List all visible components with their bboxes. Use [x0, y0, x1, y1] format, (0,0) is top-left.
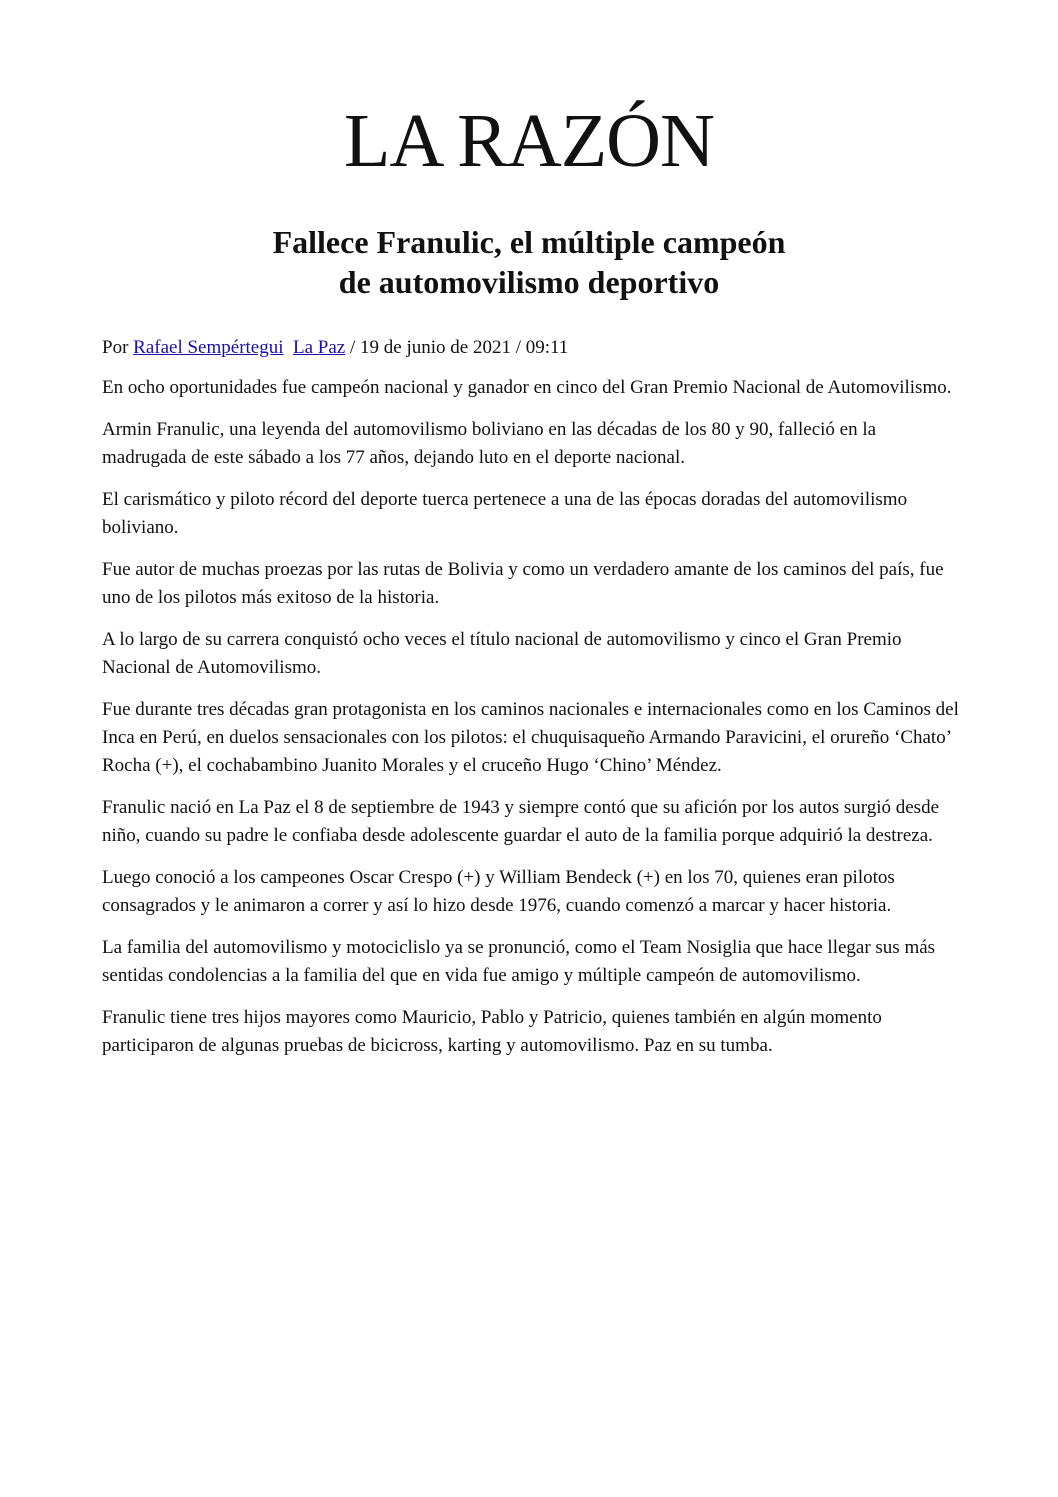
article-paragraph: Armin Franulic, una leyenda del automovilismo boliviano en las décadas de los 80 y 90, falleció en la madrugada de este sábado a los 77 años, dejando luto en el deporte nacional. — [102, 419, 877, 468]
article-paragraph: Fue durante tres décadas gran protagonista en los caminos nacionales e internacionales como en los Caminos del Inca en Perú, en duelos sensacionales con los pilotos: el chuquisaqueño Armando Paravicini, el orureño ‘Chato’ Rocha (+), el cochabambino Juanito Morales y el cruceño Hugo ‘Chino’ Méndez. — [102, 699, 959, 776]
headline-line-2: de automovilismo deportivo — [338, 264, 720, 300]
byline-prefix: Por — [102, 337, 134, 358]
article-headline — [0, 222, 1058, 302]
headline-line-1: Fallece Franulic, el múltiple campeón — [272, 224, 786, 260]
article-body — [102, 374, 962, 1074]
author-link[interactable]: Rafael Sempértegui — [133, 337, 284, 358]
article-paragraph: Luego conoció a los campeones Oscar Crespo (+) y William Bendeck (+) en los 70, quienes eran pilotos consagrados y le animaron a correr y así lo hizo desde 1976, cuando comenzó a marcar y hacer historia. — [102, 867, 895, 916]
byline-date: / 19 de junio de 2021 / 09:11 — [345, 337, 569, 358]
byline — [102, 334, 962, 362]
article-paragraph: En ocho oportunidades fue campeón nacional y ganador en cinco del Gran Premio Nacional de Automovilismo. — [102, 377, 952, 398]
article-paragraph: A lo largo de su carrera conquistó ocho veces el título nacional de automovilismo y cinco el Gran Premio Nacional de Automovilismo. — [102, 629, 902, 678]
masthead: LA RAZÓN — [344, 99, 714, 183]
article-paragraph: Fue autor de muchas proezas por las rutas de Bolivia y como un verdadero amante de los caminos del país, fue uno de los pilotos más exitoso de la historia. — [102, 559, 944, 608]
article-paragraph: Franulic nació en La Paz el 8 de septiembre de 1943 y siempre contó que su afición por los autos surgió desde niño, cuando su padre le confiaba desde adolescente guardar el auto de la familia porque adquirió la destreza. — [102, 797, 940, 846]
article-paragraph: El carismático y piloto récord del deporte tuerca pertenece a una de las épocas doradas del automovilismo boliviano. — [102, 489, 908, 538]
article-paragraph: La familia del automovilismo y motociclislo ya se pronunció, como el Team Nosiglia que hace llegar sus más sentidas condolencias a la familia del que en vida fue amigo y múltiple campeón de automovilismo. — [102, 937, 936, 986]
location-link[interactable]: La Paz — [293, 337, 346, 358]
article-paragraph: Franulic tiene tres hijos mayores como Mauricio, Pablo y Patricio, quienes también en algún momento participaron de algunas pruebas de bicicross, karting y automovilismo. Paz en su tumba. — [102, 1007, 882, 1056]
